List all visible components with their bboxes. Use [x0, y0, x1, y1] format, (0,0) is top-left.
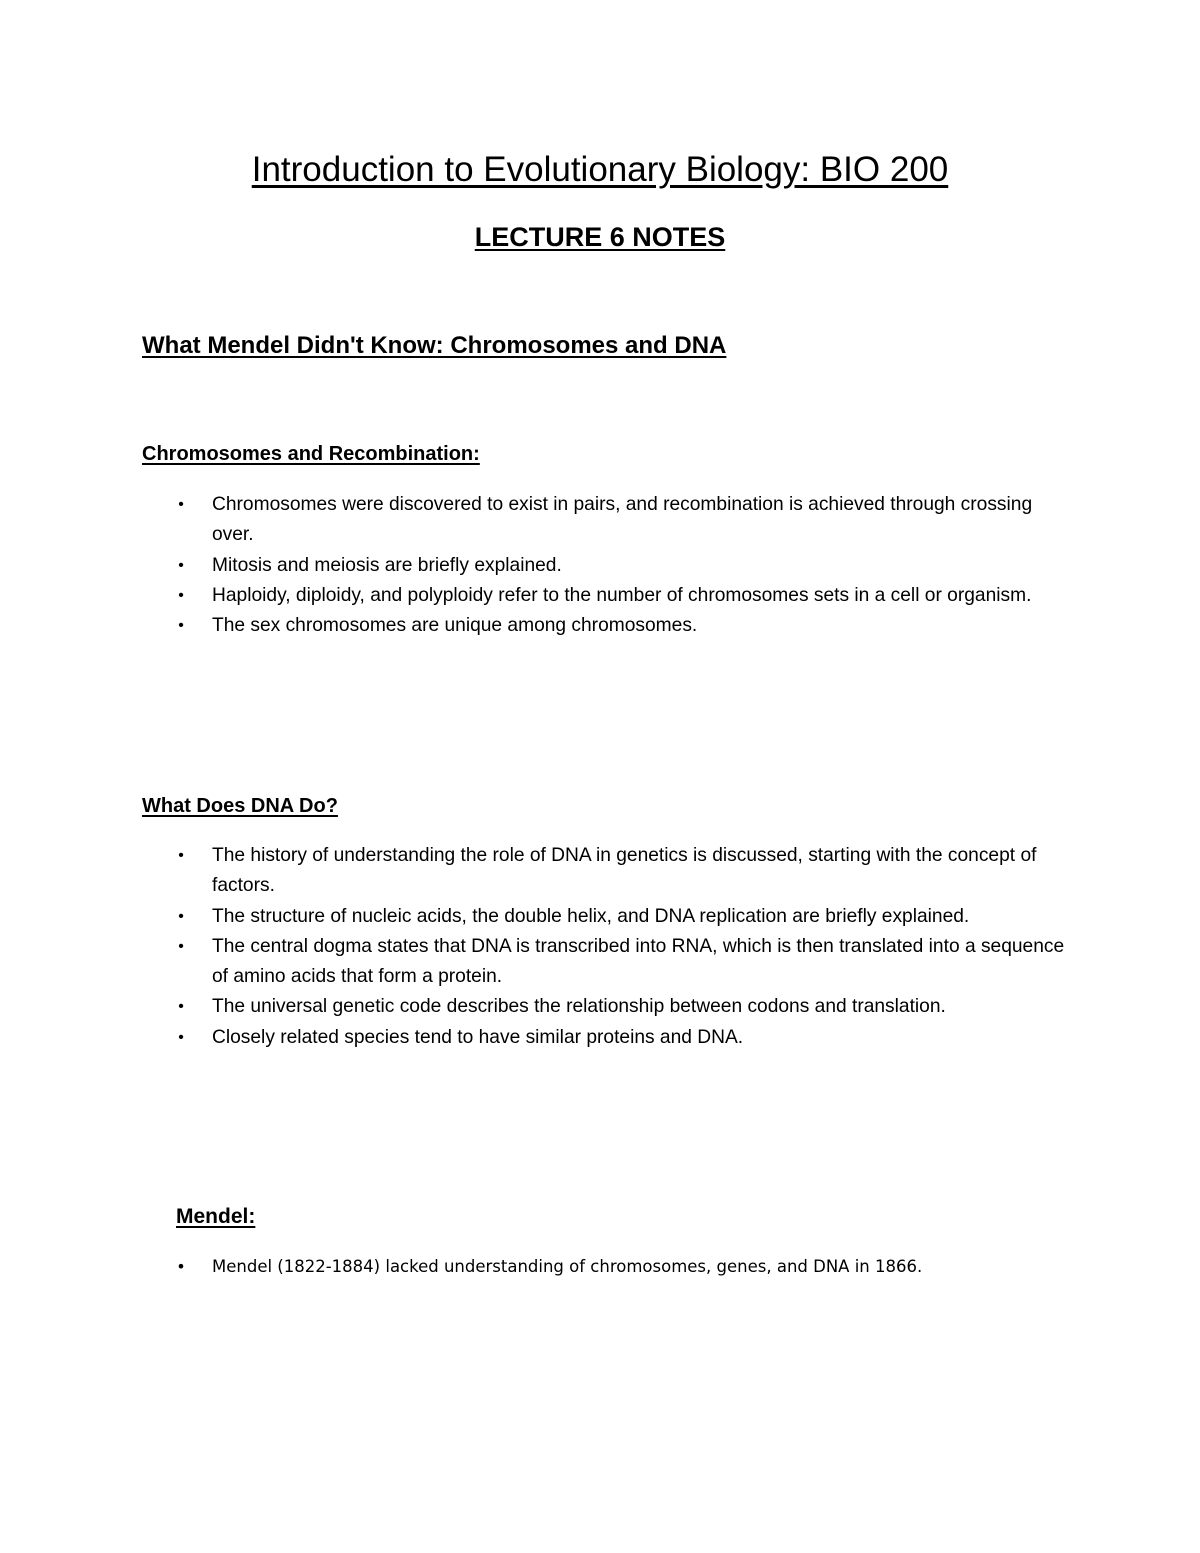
list-item — [176, 581, 1066, 611]
bullet-list-dna — [176, 841, 1066, 1053]
list-item-text: The central dogma states that DNA is transcribed into RNA, which is then translated into a sequence of amino acids that form a protein. — [212, 935, 1065, 988]
list-item — [176, 1252, 1066, 1282]
bullet-icon: • — [178, 907, 184, 925]
bullet-icon: • — [178, 847, 184, 864]
bullet-list-mendel — [176, 1252, 1066, 1282]
subsection-heading-mendel: Mendel: — [176, 1205, 256, 1228]
bullet-icon: • — [178, 937, 184, 955]
bullet-icon: • — [178, 617, 184, 635]
bullet-icon: • — [178, 998, 184, 1016]
list-item — [176, 551, 1066, 581]
list-item — [176, 1023, 1066, 1053]
subsection-heading-chromosomes: Chromosomes and Recombination: — [142, 443, 480, 465]
section-heading: What Mendel Didn't Know: Chromosomes and DNA — [142, 332, 727, 359]
bullet-icon: • — [178, 496, 184, 513]
list-item-text: The universal genetic code describes the relationship between codons and translation. — [212, 996, 946, 1018]
list-item-text: The sex chromosomes are unique among chromosomes. — [212, 615, 698, 637]
list-item — [176, 902, 1066, 932]
list-item-text: Haploidy, diploidy, and polyploidy refer to the number of chromosomes sets in a cell or organism. — [212, 584, 1032, 606]
list-item — [176, 992, 1066, 1022]
list-item — [176, 490, 1066, 551]
document-title: Introduction to Evolutionary Biology: BIO 200 — [251, 150, 949, 189]
list-item-text: Mendel (1822-1884) lacked understanding of chromosomes, genes, and DNA in 1866. — [212, 1257, 923, 1276]
list-item-text: Closely related species tend to have similar proteins and DNA. — [212, 1026, 744, 1048]
list-item-text: Chromosomes were discovered to exist in pairs, and recombination is achieved through crossing over. — [212, 494, 1033, 546]
list-item-text: The history of understanding the role of DNA in genetics is discussed, starting with the concept of factors. — [212, 845, 1037, 897]
lecture-subtitle: LECTURE 6 NOTES — [474, 222, 726, 252]
list-item-text: The structure of nucleic acids, the double helix, and DNA replication are briefly explained. — [212, 905, 970, 927]
list-item — [176, 841, 1066, 902]
bullet-icon: • — [176, 1257, 186, 1276]
list-item — [176, 932, 1066, 993]
subsection-heading-dna: What Does DNA Do? — [142, 795, 338, 817]
bullet-icon: • — [178, 1028, 184, 1046]
bullet-icon: • — [178, 586, 184, 604]
bullet-icon: • — [178, 556, 184, 574]
bullet-list-chromosomes — [176, 490, 1066, 641]
list-item — [176, 611, 1066, 641]
list-item-text: Mitosis and meiosis are briefly explained. — [212, 554, 562, 576]
